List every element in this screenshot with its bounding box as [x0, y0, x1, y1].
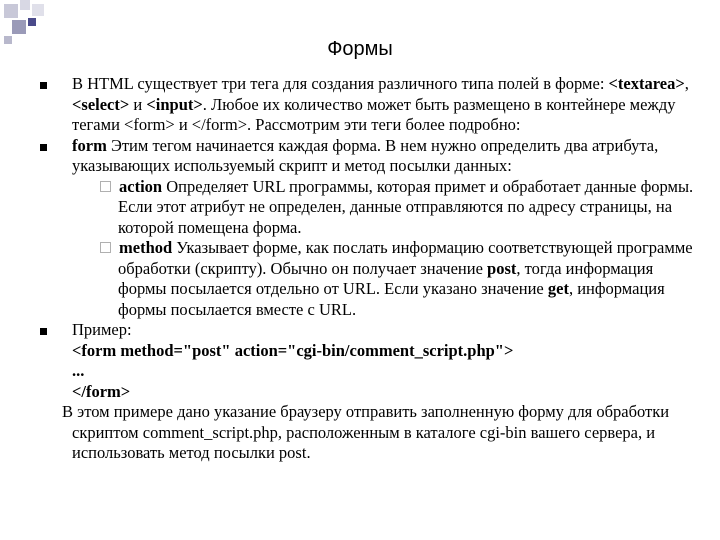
bold-text-run: <input> — [146, 94, 203, 114]
bullet-text — [72, 74, 689, 134]
bullet-item — [40, 320, 700, 341]
text-run: Определяет URL программы, которая примет и обработает данные формы. Если этот атрибут не определен, данные отправляются по адресу страницы, на которой помещена форма. — [118, 176, 694, 237]
sub-bullet-item — [40, 238, 700, 320]
closing-text: В этом примере дано указание браузеру отправить заполненную форму для обработки скриптом comment_script.php, расположенным в каталоге cgi-bin вашего сервера, и использовать метод посылки post. — [62, 402, 670, 462]
hollow-square-bullet-icon — [100, 242, 111, 253]
bold-text-run: post — [487, 258, 517, 278]
text-run: , — [684, 74, 689, 93]
text-run: Пример: — [72, 320, 132, 339]
code-line: ... — [72, 361, 85, 380]
text-run: Этим тегом начинается каждая форма. В нем нужно определить два атрибута, указывающих используемый скрипт и метод посылки данных: — [72, 135, 659, 175]
text-run: . Любое их количество может быть размещено в контейнере между тегами <form> и </form>. Рассмотрим эти теги более подробно: — [72, 94, 676, 134]
text-run: Указывает форме, как послать информацию соответствующей программе обработки (скрипту). Обычно он получает значение — [118, 238, 693, 278]
square-bullet-icon — [40, 328, 47, 335]
slide-title: Формы — [327, 38, 393, 60]
sub-bullet-text — [118, 177, 693, 237]
deco-square — [32, 4, 44, 16]
text-run: , информация формы посылается вместе с URL. — [118, 279, 665, 319]
code-line: </form> — [72, 381, 131, 401]
sub-bullet-item — [40, 177, 700, 239]
bold-text-run: get — [547, 279, 569, 298]
bullet-text — [72, 320, 132, 339]
hollow-square-bullet-icon — [100, 181, 111, 192]
deco-square — [28, 18, 36, 26]
text-run: В HTML существует три тега для создания различного типа полей в форме: — [72, 74, 609, 93]
code-line: <form method="post" action="cgi-bin/comment_script.php"> — [72, 340, 514, 360]
bold-text-run: action — [119, 176, 163, 196]
bullet-text — [72, 136, 658, 176]
bold-text-run: <select> — [72, 94, 130, 114]
bold-text-run: method — [119, 238, 173, 257]
slide-body — [40, 74, 700, 464]
square-bullet-icon — [40, 82, 47, 89]
bullet-item — [40, 74, 700, 136]
deco-square — [20, 0, 30, 10]
closing-paragraph — [40, 402, 700, 464]
bold-text-run: form — [72, 135, 107, 155]
bullet-item — [40, 136, 700, 177]
text-run: , тогда информация формы посылается отдельно от URL. Если указано значение — [118, 258, 654, 298]
bold-text-run: <textarea> — [608, 74, 685, 93]
text-run: и — [129, 94, 147, 114]
square-bullet-icon — [40, 144, 47, 151]
deco-square — [4, 4, 18, 18]
sub-bullet-text — [118, 238, 693, 319]
deco-square — [12, 20, 26, 34]
